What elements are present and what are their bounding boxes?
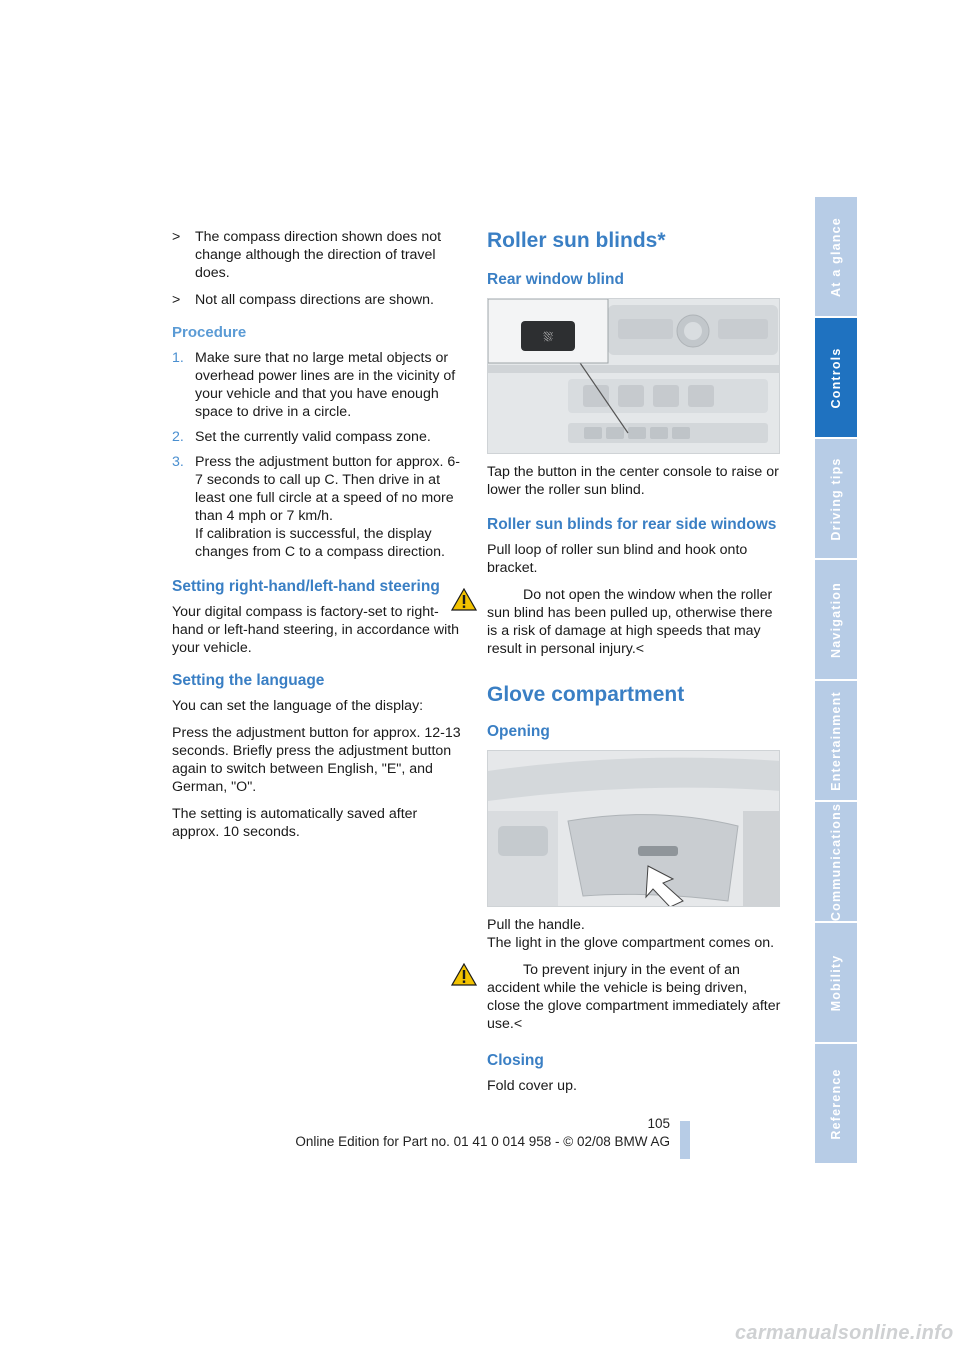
- left-column: [172, 228, 462, 850]
- language-paragraph: You can set the language of the display:: [172, 698, 424, 714]
- language-heading: Setting the language: [172, 672, 325, 689]
- end-mark: <: [513, 1016, 523, 1032]
- step-number: 2.: [172, 429, 184, 445]
- tab-label: Reference: [829, 1067, 843, 1140]
- warning-icon: [451, 588, 477, 611]
- step-text: Press the adjustment button for approx. 6-7 seconds to call up C. Then drive in at least one full circle at a speed of no more than 4 mph or 7 km/h.: [195, 454, 460, 524]
- roller-sun-blinds-title: Roller sun blinds*: [487, 229, 666, 252]
- language-paragraph: The setting is automatically saved after approx. 10 seconds.: [172, 806, 418, 840]
- closing-text: Fold cover up.: [487, 1078, 577, 1094]
- warning-text: To prevent injury in the event of an accident while the vehicle is being driven, close the glove compartment immediately after use.: [487, 962, 781, 1032]
- tab-label: At a glance: [829, 216, 843, 297]
- tab-navigation[interactable]: [815, 560, 857, 679]
- page-marker-bar: [680, 1121, 690, 1159]
- step-number: 1.: [172, 350, 184, 366]
- watermark: carmanualsonline.info: [735, 1322, 954, 1344]
- step-text: Set the currently valid compass zone.: [195, 429, 431, 445]
- closing-heading: Closing: [487, 1052, 544, 1069]
- tab-reference[interactable]: [815, 1044, 857, 1163]
- center-console-image: [487, 298, 780, 454]
- warning-text: Do not open the window when the roller sun blind has been pulled up, otherwise there is a risk of damage at high speeds that may result in personal injury.: [487, 587, 773, 657]
- svg-text:⛆: ⛆: [543, 330, 553, 344]
- step-number: 3.: [172, 454, 184, 470]
- bullet-text: Not all compass directions are shown.: [195, 292, 434, 308]
- end-mark: <: [635, 641, 645, 657]
- warning-note: [487, 586, 782, 658]
- step-item: [172, 428, 462, 446]
- bullet-item: [172, 291, 462, 309]
- glove-compartment-image: [487, 750, 780, 907]
- opening-text: The light in the glove compartment comes on.: [487, 935, 775, 951]
- rear-blind-text: Tap the button in the center console to raise or lower the roller sun blind.: [487, 464, 779, 498]
- bullet-mark: >: [172, 229, 181, 245]
- center-console-illustration: [488, 299, 780, 454]
- tab-communications[interactable]: [815, 802, 857, 921]
- rear-side-blinds-heading: Roller sun blinds for rear side windows: [487, 516, 777, 533]
- bullet-mark: >: [172, 292, 181, 308]
- warning-note: [487, 961, 782, 1033]
- step-item: [172, 453, 462, 561]
- footer-edition: Online Edition for Part no. 01 41 0 014 958 - © 02/08 BMW AG: [295, 1134, 670, 1149]
- bullet-text: The compass direction shown does not change although the direction of travel does.: [195, 229, 442, 281]
- opening-heading: Opening: [487, 723, 550, 740]
- tab-entertainment[interactable]: [815, 681, 857, 800]
- tab-driving-tips[interactable]: [815, 439, 857, 558]
- step-text-continued: If calibration is successful, the display changes from C to a compass direction.: [195, 526, 445, 560]
- tab-label: Driving tips: [829, 456, 843, 541]
- procedure-heading: Procedure: [172, 324, 247, 341]
- tab-label: Communications: [829, 802, 843, 921]
- steering-heading: Setting right-hand/left-hand steering: [172, 578, 440, 595]
- step-text: Make sure that no large metal objects or overhead power lines are in the vicinity of your vehicle and that you have enough space to drive in a circle.: [195, 350, 456, 420]
- tab-label: Navigation: [829, 581, 843, 658]
- language-paragraph: Press the adjustment button for approx. 12-13 seconds. Briefly press the adjustment button again to switch between English, "E", and German, "O".: [172, 725, 461, 795]
- tab-mobility[interactable]: [815, 923, 857, 1042]
- tab-at-a-glance[interactable]: [815, 197, 857, 316]
- glove-compartment-title: Glove compartment: [487, 683, 685, 706]
- bullet-item: [172, 228, 462, 282]
- tab-label: Mobility: [829, 954, 843, 1011]
- section-tabs: [815, 197, 857, 1165]
- page-number: 105: [647, 1116, 670, 1131]
- right-column: [487, 228, 782, 1104]
- rear-window-blind-heading: Rear window blind: [487, 271, 624, 288]
- tab-controls[interactable]: [815, 318, 857, 437]
- steering-text: Your digital compass is factory-set to right-hand or left-hand steering, in accordance with your vehicle.: [172, 604, 460, 656]
- tab-label: Controls: [829, 347, 843, 408]
- rear-side-blinds-text: Pull loop of roller sun blind and hook onto bracket.: [487, 542, 748, 576]
- step-item: [172, 349, 462, 421]
- warning-icon: [451, 963, 477, 986]
- glove-compartment-illustration: [488, 751, 780, 907]
- tab-label: Entertainment: [829, 690, 843, 791]
- opening-text: Pull the handle.: [487, 917, 585, 933]
